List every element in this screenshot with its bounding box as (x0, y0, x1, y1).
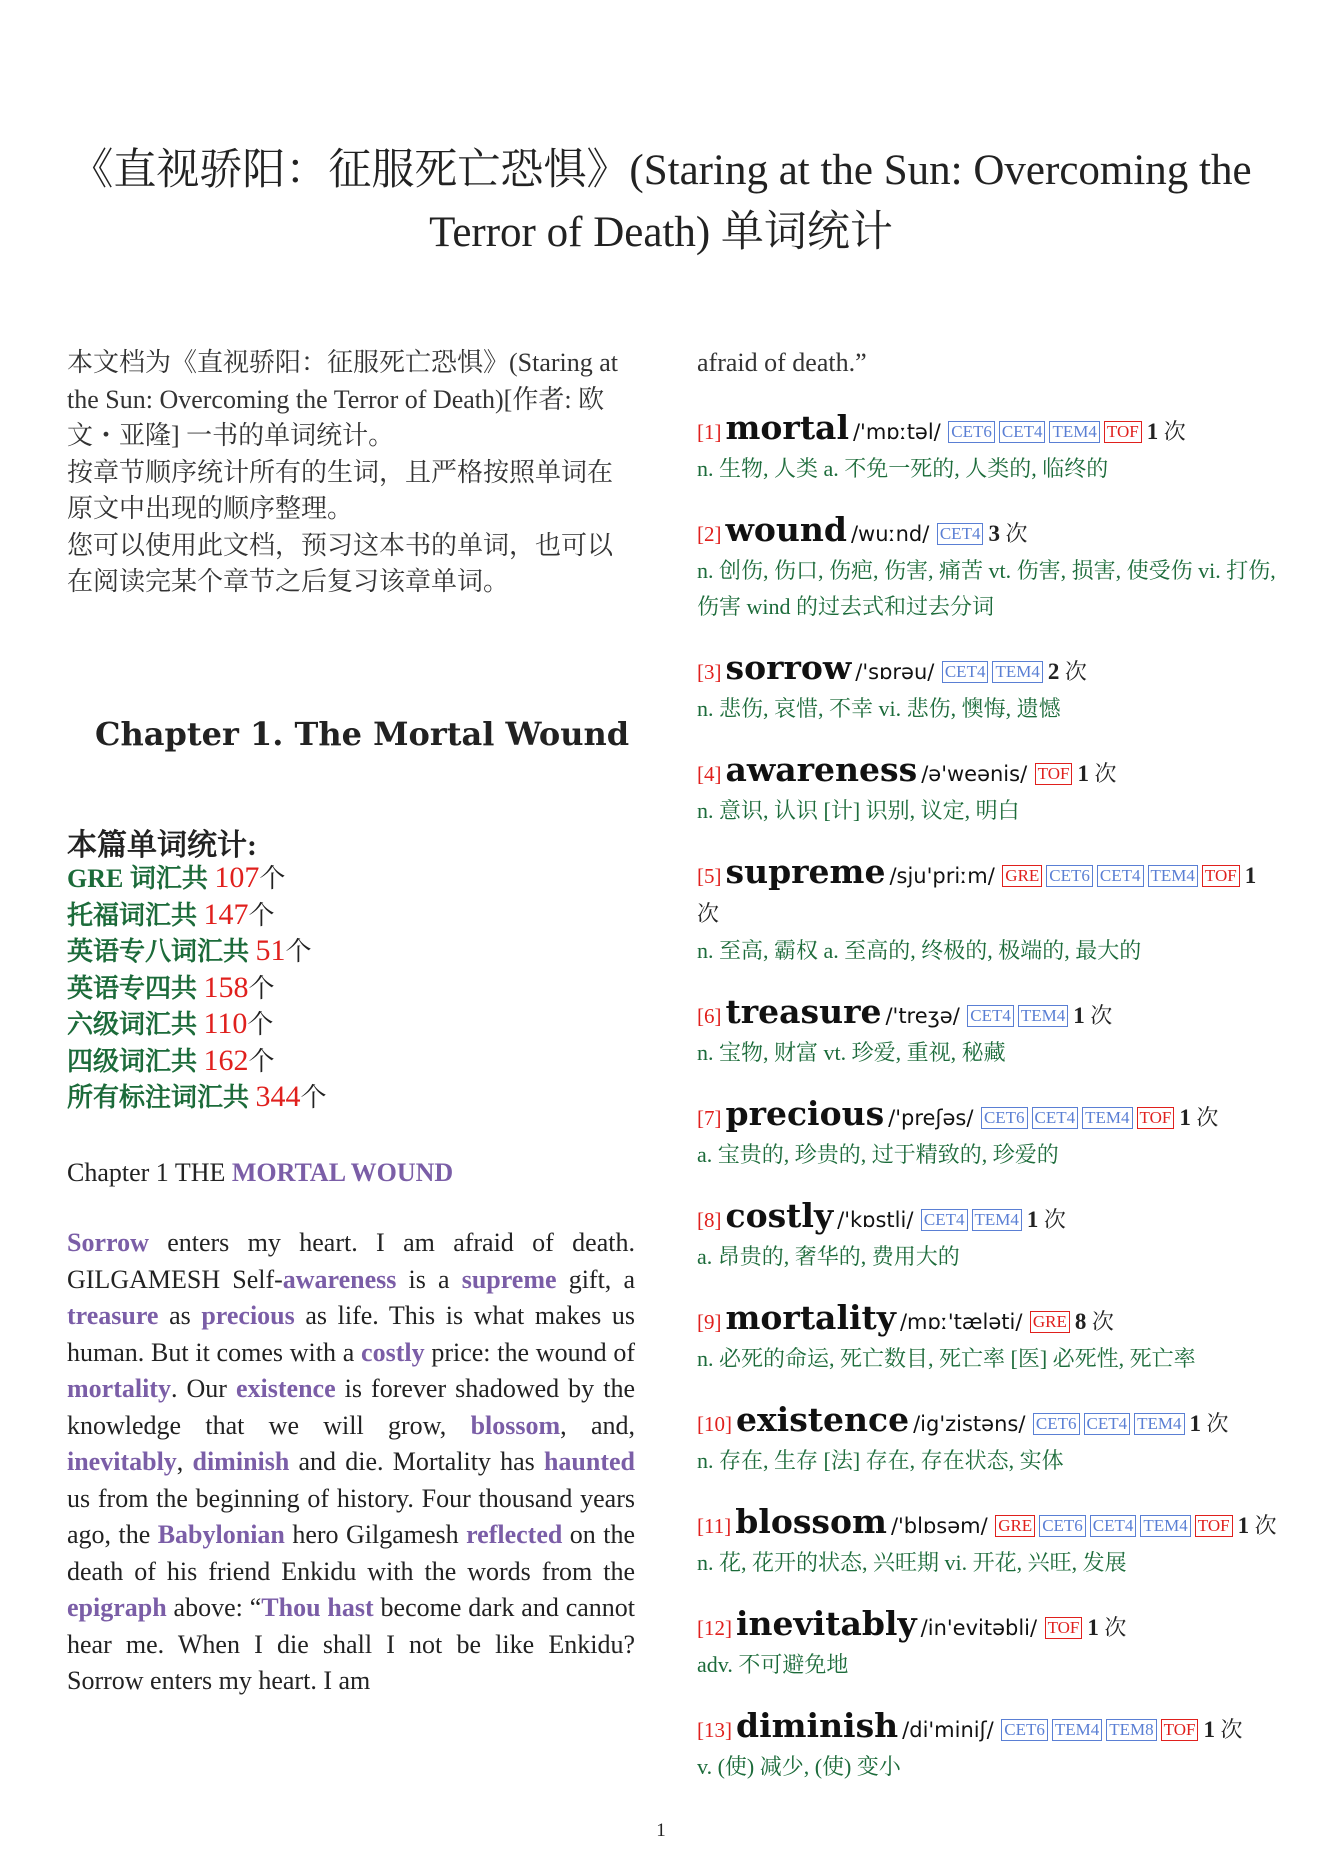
stat-unit: 个 (248, 973, 275, 1003)
vocab-tag: TEM4 (1018, 1005, 1068, 1027)
stat-label: GRE 词汇共 (67, 864, 215, 893)
vocab-word: precious (725, 1094, 885, 1133)
stat-label: 所有标注词汇共 (67, 1083, 256, 1112)
vocab-tag: CET6 (1033, 1413, 1080, 1435)
vocab-count-unit: 次 (999, 521, 1028, 546)
vocab-tag: TEM4 (1140, 1515, 1190, 1537)
vocab-index: [3] (697, 660, 722, 684)
vocab-word: inevitably (736, 1604, 917, 1643)
intro-paragraph (67, 345, 635, 601)
vocab-definition: n. 至高, 霸权 a. 至高的, 终极的, 极端的, 最大的 (697, 938, 1142, 963)
vocab-tag: GRE (1002, 865, 1042, 887)
left-column (67, 345, 636, 1695)
highlighted-word: diminish (192, 1447, 290, 1476)
vocab-count-unit: 次 (1201, 1411, 1229, 1436)
vocab-tag: TEM4 (972, 1209, 1022, 1231)
vocab-tag: TEM8 (1106, 1719, 1156, 1741)
vocab-entry (697, 649, 1277, 727)
vocab-count-unit: 次 (1084, 1003, 1113, 1028)
vocab-head (697, 993, 1277, 1035)
vocab-head (697, 1707, 1277, 1749)
vocab-tag: CET4 (967, 1005, 1014, 1027)
stat-count: 107 (214, 861, 260, 894)
vocab-word: existence (736, 1400, 910, 1439)
vocab-count-unit: 次 (1249, 1513, 1277, 1538)
vocab-phonetic: /'sɒrəu/ (855, 660, 935, 684)
stat-row (67, 1043, 327, 1080)
vocab-index: [8] (697, 1208, 722, 1232)
vocab-index: [11] (697, 1514, 732, 1538)
highlighted-word: Sorrow (67, 1228, 149, 1257)
vocab-head (697, 1503, 1277, 1545)
vocab-count: 1 (1203, 1717, 1215, 1742)
vocab-head (697, 1299, 1277, 1341)
vocab-count-unit: 次 (1038, 1207, 1066, 1232)
vocab-tag: TOF (1104, 421, 1142, 443)
stat-row (67, 970, 327, 1007)
chapter-line (67, 1155, 453, 1191)
vocab-entry (697, 409, 1277, 487)
vocab-entry (697, 1503, 1277, 1581)
vocab-definition: a. 宝贵的, 珍贵的, 过于精致的, 珍爱的 (697, 1142, 1059, 1167)
vocab-tag: TEM4 (1148, 865, 1198, 887)
stat-count: 110 (203, 1007, 248, 1040)
vocab-head (697, 1401, 1277, 1443)
vocab-count: 3 (988, 521, 1000, 546)
highlighted-word: epigraph (67, 1593, 167, 1622)
vocab-phonetic: /sju'priːm/ (889, 864, 995, 888)
vocab-definition: n. 生物, 人类 a. 不免一死的, 人类的, 临终的 (697, 456, 1109, 481)
vocab-tag: CET4 (937, 523, 984, 545)
vocab-index: [4] (697, 762, 722, 786)
stat-unit: 个 (285, 937, 312, 966)
stat-label: 英语专八词汇共 (67, 937, 256, 966)
vocab-entry (697, 853, 1277, 969)
vocab-tag: CET4 (1084, 1413, 1131, 1435)
vocab-index: [1] (697, 420, 722, 444)
chapter-line-prefix: Chapter 1 THE (67, 1158, 232, 1187)
vocab-index: [2] (697, 522, 722, 546)
highlighted-word: Thou hast (261, 1593, 374, 1622)
stat-label: 英语专四共 (67, 973, 204, 1003)
chapter-heading: Chapter 1. The Mortal Wound (95, 715, 630, 753)
stat-label: 四级词汇共 (67, 1046, 204, 1076)
vocab-head (697, 1605, 1277, 1647)
vocab-entry (697, 1197, 1277, 1275)
vocab-word: supreme (725, 852, 886, 891)
vocab-definition: n. 宝物, 财富 vt. 珍爱, 重视, 秘藏 (697, 1040, 1006, 1065)
vocab-index: [9] (697, 1310, 722, 1334)
vocab-word: wound (725, 510, 847, 549)
vocab-index: [12] (697, 1616, 732, 1640)
highlighted-word: existence (236, 1374, 336, 1403)
vocab-count: 8 (1074, 1309, 1087, 1334)
vocab-word: costly (725, 1196, 834, 1235)
vocab-tag: GRE (995, 1515, 1035, 1537)
vocab-index: [13] (697, 1718, 732, 1742)
vocab-index: [5] (697, 864, 722, 888)
vocab-definition: n. 悲伤, 哀惜, 不幸 vi. 悲伤, 懊悔, 遗憾 (697, 696, 1061, 721)
vocab-tag: TEM4 (1049, 421, 1099, 443)
stat-count: 162 (203, 1043, 249, 1077)
vocab-head (697, 1197, 1277, 1239)
stat-row (67, 860, 327, 897)
stats-title: 本篇单词统计: (67, 829, 257, 862)
vocab-tag: TOF (1195, 1515, 1233, 1537)
vocab-count-unit: 次 (697, 901, 720, 926)
vocab-definition: n. 意识, 认识 [计] 识别, 议定, 明白 (697, 798, 1020, 823)
vocab-word: blossom (735, 1502, 887, 1541)
intro-line-1: 本文档为《直视骄阳：征服死亡恐惧》(Staring at the Sun: Overcoming the Terror of Death)[作者: 欧文・亚隆] 一书的单词统计。 (67, 348, 619, 450)
intro-line-2: 按章节顺序统计所有的生词，且严格按照单词在原文中出现的顺序整理。 (67, 457, 614, 523)
vocab-count: 1 (1179, 1105, 1191, 1130)
stat-unit: 个 (248, 900, 275, 930)
vocab-entry (697, 993, 1277, 1071)
highlighted-word: inevitably (67, 1447, 177, 1476)
vocab-phonetic: /'preʃəs/ (888, 1106, 974, 1130)
highlighted-word: blossom (470, 1410, 561, 1440)
vocab-tag: CET6 (1046, 865, 1093, 887)
stat-row (67, 1079, 327, 1116)
vocab-tag: TEM4 (1052, 1719, 1102, 1741)
vocab-tag: TOF (1045, 1617, 1083, 1639)
vocab-word: treasure (725, 992, 882, 1031)
vocab-word: mortality (725, 1298, 896, 1337)
vocab-index: [10] (697, 1412, 732, 1436)
vocab-tag: TEM4 (1082, 1107, 1132, 1129)
highlighted-word: supreme (461, 1264, 557, 1294)
vocab-tag: CET4 (999, 421, 1046, 443)
vocab-count-unit: 次 (1190, 1105, 1219, 1130)
vocab-word: mortal (725, 408, 849, 447)
vocab-count: 1 (1087, 1615, 1099, 1640)
stat-count: 51 (255, 934, 286, 967)
vocab-head (697, 1095, 1277, 1137)
intro-line-3: 您可以使用此文档，预习这本书的单词，也可以在阅读完某个章节之后复习该章单词。 (67, 530, 614, 596)
vocab-count: 1 (1237, 1513, 1250, 1538)
vocab-definition: n. 花, 花开的状态, 兴旺期 vi. 开花, 兴旺, 发展 (697, 1550, 1127, 1575)
stat-unit: 个 (300, 1083, 327, 1112)
vocab-count: 2 (1047, 659, 1060, 684)
stat-unit: 个 (259, 864, 286, 893)
highlighted-word: costly (361, 1337, 425, 1367)
vocab-phonetic: /'treʒə/ (885, 1004, 960, 1028)
stat-unit: 个 (247, 1010, 274, 1039)
vocab-entry (697, 1707, 1277, 1785)
vocab-definition: n. 存在, 生存 [法] 存在, 存在状态, 实体 (697, 1448, 1064, 1473)
stat-unit: 个 (248, 1046, 275, 1076)
vocab-entry (697, 1299, 1277, 1377)
vocab-count: 1 (1244, 863, 1257, 888)
vocab-phonetic: /ə'weənis/ (921, 762, 1028, 786)
vocab-phonetic: /'kɒstli/ (837, 1208, 914, 1232)
vocab-tag: CET4 (942, 661, 989, 683)
stats-list (67, 860, 327, 1116)
right-column (697, 345, 1277, 1809)
vocab-count: 1 (1077, 761, 1089, 786)
highlighted-word: precious (201, 1301, 295, 1330)
vocab-word: sorrow (725, 648, 852, 687)
vocab-tag: CET4 (921, 1209, 968, 1231)
vocab-tag: TOF (1202, 865, 1240, 887)
vocab-entry (697, 751, 1277, 829)
vocab-phonetic: /di'miniʃ/ (902, 1718, 994, 1742)
vocab-count: 1 (1189, 1411, 1202, 1436)
vocab-definition: n. 必死的命运, 死亡数目, 死亡率 [医] 必死性, 死亡率 (697, 1346, 1196, 1371)
vocab-entry (697, 1095, 1277, 1173)
vocab-tag: CET4 (1090, 1515, 1137, 1537)
stat-label: 托福词汇共 (67, 900, 204, 930)
vocab-definition: v. (使) 减少, (使) 变小 (697, 1754, 901, 1779)
page-number: 1 (656, 1820, 666, 1841)
vocab-tag: TOF (1137, 1107, 1175, 1129)
chapter-line-highlight: MORTAL WOUND (231, 1158, 454, 1187)
vocab-tag: TEM4 (992, 661, 1042, 683)
vocab-tag: CET6 (981, 1107, 1028, 1129)
vocab-index: [7] (697, 1106, 722, 1130)
vocab-tag: CET6 (1039, 1515, 1086, 1537)
vocab-count-unit: 次 (1086, 1309, 1114, 1334)
stat-count: 147 (203, 897, 249, 931)
vocab-tag: CET6 (948, 421, 995, 443)
vocab-phonetic: /wuːnd/ (850, 522, 930, 546)
vocab-tag: TOF (1035, 763, 1073, 785)
vocab-head (697, 649, 1277, 691)
stat-row (67, 1006, 327, 1043)
highlighted-word: treasure (67, 1301, 159, 1330)
highlighted-word: reflected (466, 1520, 563, 1549)
vocab-head (697, 409, 1277, 451)
highlighted-word: haunted (543, 1447, 635, 1476)
stat-count: 344 (255, 1080, 301, 1113)
vocab-definition: n. 创伤, 伤口, 伤疤, 伤害, 痛苦 vt. 伤害, 损害, 使受伤 vi. 打伤, 伤害 wind 的过去式和过去分词 (697, 558, 1276, 619)
vocab-count-unit: 次 (1098, 1615, 1127, 1640)
vocab-phonetic: /ig'zistəns/ (913, 1412, 1026, 1436)
vocab-phonetic: /'blɒsəm/ (890, 1514, 988, 1538)
vocab-tag: TEM4 (1134, 1413, 1184, 1435)
vocab-phonetic: /'mɒːtəl/ (852, 420, 941, 444)
passage-continuation: afraid of death.” (697, 348, 867, 377)
vocab-word: diminish (736, 1706, 899, 1745)
chapter-passage: Sorrow enters my heart. I am afraid of death. GILGAMESH Self-awareness is a supreme gift, a treasure as precious as life. This is what makes us human. But it comes with a costly price: the wound of mortality. Our existence is forever shadowed by the knowledge that we will grow, blossom, and, inevitably, diminish and die. Mortality has haunted us from the beginning of history. Four thousand years ago, the Babylonian hero Gilgamesh reflected on the death of his friend Enkidu with the words from the epigraph above: “Thou hast become dark and cannot hear me. When I die shall I not be like Enkidu? Sorrow enters my heart. I am (67, 1228, 636, 1695)
vocab-count-unit: 次 (1214, 1717, 1243, 1742)
vocab-list (697, 409, 1277, 1785)
vocab-count: 1 (1073, 1003, 1085, 1028)
vocab-phonetic: /mɒː'tæləti/ (899, 1310, 1023, 1334)
vocab-tag: CET4 (1032, 1107, 1079, 1129)
vocab-entry (697, 1401, 1277, 1479)
vocab-head (697, 853, 1277, 933)
vocab-entry (697, 1605, 1277, 1683)
vocab-tag: GRE (1030, 1311, 1070, 1333)
vocab-count: 1 (1146, 419, 1159, 444)
stat-label: 六级词汇共 (67, 1010, 204, 1039)
vocab-tag: CET6 (1001, 1719, 1048, 1741)
stat-row (67, 933, 327, 970)
highlighted-word: mortality (67, 1374, 171, 1403)
vocab-head (697, 751, 1277, 793)
vocab-definition: adv. 不可避免地 (697, 1652, 849, 1677)
vocab-count-unit: 次 (1059, 659, 1087, 684)
vocab-count-unit: 次 (1088, 761, 1117, 786)
vocab-count-unit: 次 (1158, 419, 1186, 444)
vocab-tag: CET4 (1097, 865, 1144, 887)
highlighted-word: Babylonian (157, 1520, 285, 1549)
vocab-head (697, 511, 1277, 553)
vocab-phonetic: /in'evitəbli/ (920, 1616, 1038, 1640)
vocab-count: 1 (1026, 1207, 1039, 1232)
vocab-index: [6] (697, 1004, 722, 1028)
vocab-word: awareness (725, 750, 918, 789)
vocab-tag: TOF (1161, 1719, 1199, 1741)
vocab-definition: a. 昂贵的, 奢华的, 费用大的 (697, 1244, 960, 1269)
vocab-entry (697, 511, 1277, 625)
document-title: 《直视骄阳：征服死亡恐惧》(Staring at the Sun: Overcoming the Terror of Death) 单词统计 (70, 147, 1252, 256)
stat-count: 158 (203, 970, 249, 1004)
highlighted-word: awareness (282, 1264, 397, 1294)
stat-row (67, 897, 327, 934)
